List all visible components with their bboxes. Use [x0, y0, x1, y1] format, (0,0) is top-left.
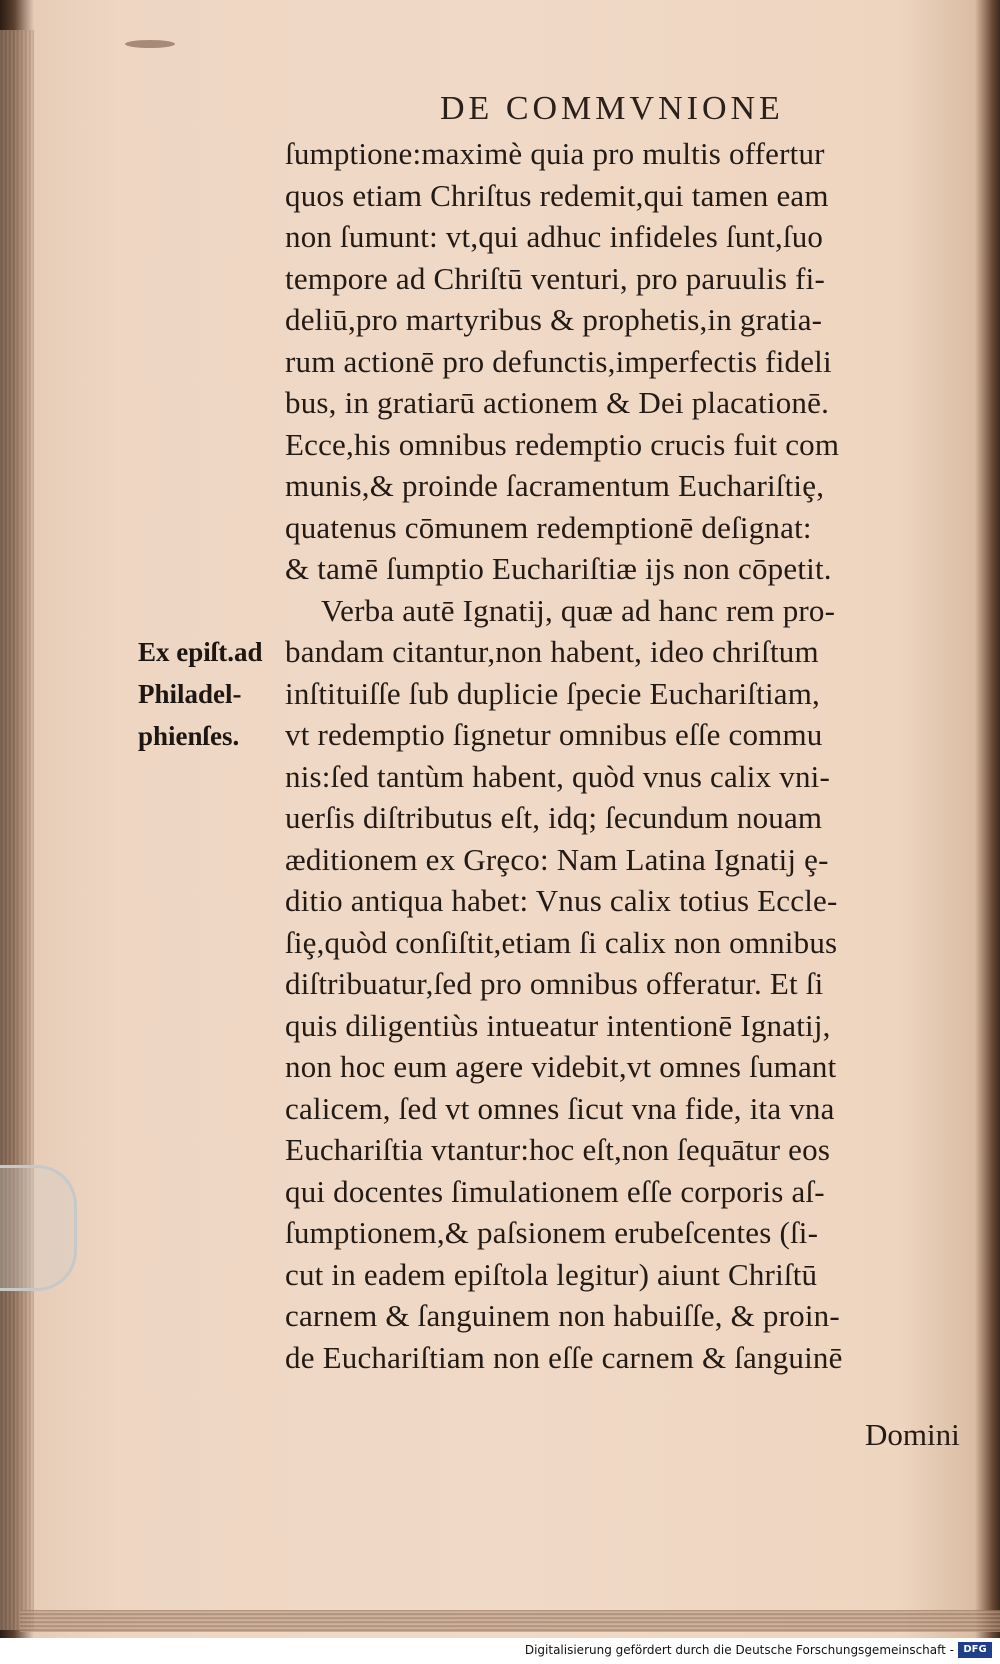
text-line: quis diligentiùs intueatur intentionē Ignatij,	[285, 1007, 831, 1043]
marginal-note-line: Ex epiſt.ad	[138, 637, 263, 667]
text-line: cut in eadem epiſtola legitur) aiunt Chriſtū	[285, 1256, 818, 1292]
text-line: munis,& proinde ſacramentum Euchariſtiȩ,	[285, 468, 825, 503]
text-line: de Euchariſtiam non eſſe carnem & ſanguinē	[285, 1339, 843, 1375]
dfg-logo: DFG	[958, 1642, 992, 1658]
text-line: non ſumunt: vt,qui adhuc infideles ſunt,ſuo	[285, 219, 824, 254]
text-line: bandam citantur,non habent, ideo chriſtum	[285, 634, 819, 669]
text-line: Euchariſtia vtantur:hoc eſt,non ſequātur eos	[285, 1132, 831, 1167]
text-line: Verba autē Ignatij, quæ ad hanc rem pro-	[321, 592, 836, 628]
text-line: æditionem ex Grȩco: Nam Latina Ignatij ȩ-	[285, 841, 829, 877]
page-fore-edge-bottom	[20, 1610, 1000, 1632]
text-line: Ecce,his omnibus redemptio crucis fuit com	[285, 426, 840, 462]
text-line: quos etiam Chriſtus redemit,qui tamen eam	[285, 177, 829, 213]
text-line: nis:ſed tantùm habent, quòd vnus calix vni-	[285, 758, 830, 794]
text-line: calicem, ſed vt omnes ſicut vna fide, ita vna	[285, 1090, 835, 1126]
text-line: ditio antiqua habet: Vnus calix totius Eccle-	[285, 883, 838, 918]
marginal-note-line: phienſes.	[138, 721, 240, 751]
ink-stain	[125, 40, 175, 48]
footer-credit: Digitalisierung gefördert durch die Deutsche Forschungsgemeinschaft -	[524, 1643, 954, 1657]
text-line: bus, in gratiarū actionem & Dei placationē.	[285, 385, 830, 420]
text-line: diſtribuatur,ſed pro omnibus offeratur. Et ſi	[285, 966, 824, 1001]
marginal-note-line: Philadel-	[138, 679, 242, 709]
book-clip	[0, 1165, 77, 1291]
text-line: non hoc eum agere videbit,vt omnes ſumant	[285, 1049, 837, 1084]
running-head: DE COMMVNIONE	[440, 90, 784, 127]
text-line: rum actionē pro defunctis,imperfectis fideli	[285, 343, 832, 379]
text-line: vt redemptio ſignetur omnibus eſſe commu	[285, 717, 823, 752]
text-line: inſtituiſſe ſub duplicie ſpecie Euchariſtiam,	[285, 675, 820, 711]
digitization-footer	[0, 1638, 1000, 1664]
text-line: ſumptione:maximè quia pro multis offertur	[285, 136, 825, 171]
text-line: carnem & ſanguinem non habuiſſe, & proin-	[285, 1298, 840, 1333]
text-line: & tamē ſumptio Euchariſtiæ ijs non cōpetit.	[285, 551, 832, 586]
text-line: tempore ad Chriſtū venturi, pro paruulis fi-	[285, 260, 825, 296]
body-text	[285, 133, 985, 1378]
text-line: uerſis diſtributus eſt, idq; ſecundum nouam	[285, 800, 823, 835]
text-line: qui docentes ſimulationem eſſe corporis aſ-	[285, 1173, 825, 1209]
text-line: quatenus cōmunem redemptionē deſignat:	[285, 509, 812, 545]
text-line: ſiȩ,quòd conſiſtit,etiam ſi calix non omnibus	[285, 924, 838, 960]
page-fore-edge-left	[0, 30, 34, 1630]
catchword: Domini	[865, 1417, 960, 1452]
marginal-note	[138, 631, 288, 757]
text-line: ſumptionem,& paſsionem erubeſcentes (ſi-	[285, 1215, 819, 1250]
text-line: deliū,pro martyribus & prophetis,in gratia-	[285, 302, 823, 337]
